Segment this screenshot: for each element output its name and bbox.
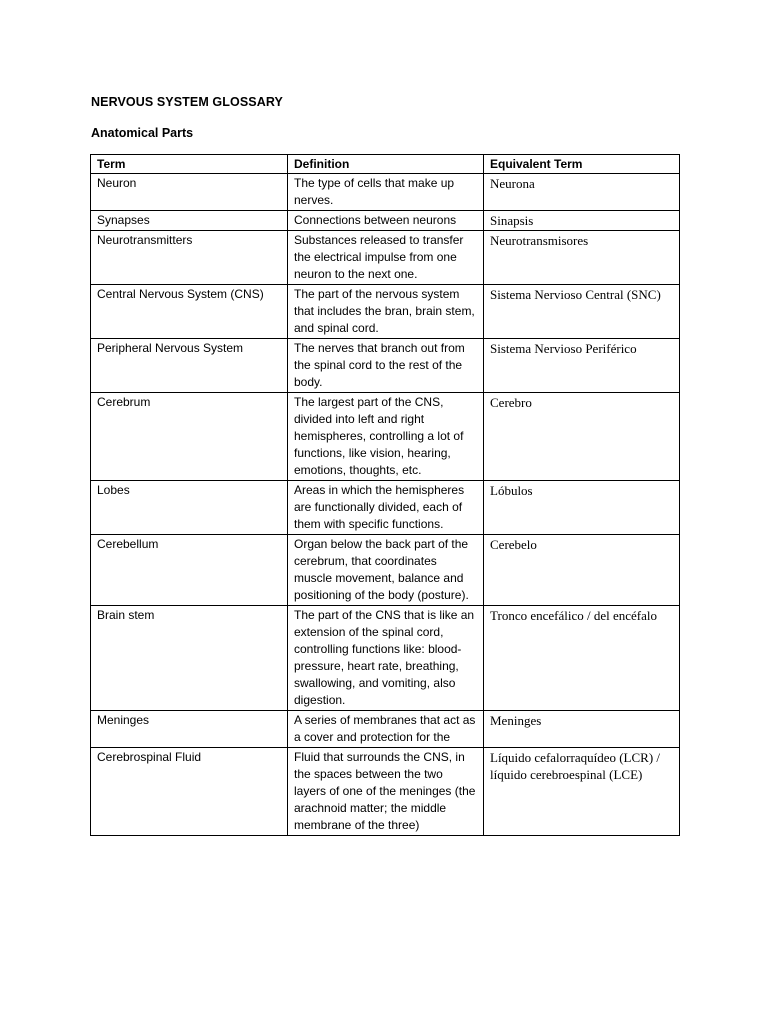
equivalent-cell: Neurotransmisores [484,231,680,285]
term-cell: Cerebellum [91,535,288,606]
table-row [91,339,680,393]
definition-cell: The type of cells that make up nerves. [288,174,484,211]
equivalent-cell: Neurona [484,174,680,211]
header-term: Term [91,155,288,174]
table-row [91,393,680,481]
term-cell: Cerebrospinal Fluid [91,748,288,836]
equivalent-cell: Sistema Nervioso Periférico [484,339,680,393]
term-cell: Synapses [91,211,288,231]
header-equivalent: Equivalent Term [484,155,680,174]
term-cell: Central Nervous System (CNS) [91,285,288,339]
term-cell: Peripheral Nervous System [91,339,288,393]
table-header-row [91,155,680,174]
term-cell: Neurotransmitters [91,231,288,285]
definition-cell: The part of the nervous system that includes the bran, brain stem, and spinal cord. [288,285,484,339]
equivalent-cell: Sistema Nervioso Central (SNC) [484,285,680,339]
document-title: NERVOUS SYSTEM GLOSSARY [91,95,283,109]
table-row [91,606,680,711]
term-cell: Lobes [91,481,288,535]
definition-cell: Areas in which the hemispheres are functionally divided, each of them with specific functions. [288,481,484,535]
definition-cell: Fluid that surrounds the CNS, in the spaces between the two layers of one of the meninges (the arachnoid matter; the middle membrane of the three) [288,748,484,836]
equivalent-cell: Meninges [484,711,680,748]
equivalent-cell: Tronco encefálico / del encéfalo [484,606,680,711]
term-cell: Brain stem [91,606,288,711]
definition-cell: Connections between neurons [288,211,484,231]
definition-cell: A series of membranes that act as a cover and protection for the [288,711,484,748]
table-row [91,535,680,606]
equivalent-cell: Cerebro [484,393,680,481]
equivalent-cell: Líquido cefalorraquídeo (LCR) / líquido cerebroespinal (LCE) [484,748,680,836]
table-row [91,748,680,836]
table-row [91,481,680,535]
term-cell: Neuron [91,174,288,211]
section-heading: Anatomical Parts [91,126,194,140]
term-cell: Cerebrum [91,393,288,481]
table-row [91,174,680,211]
definition-cell: The largest part of the CNS, divided into left and right hemispheres, controlling a lot of functions, like vision, hearing, emotions, thoughts, etc. [288,393,484,481]
table-row [91,285,680,339]
definition-cell: Organ below the back part of the cerebrum, that coordinates muscle movement, balance and positioning of the body (posture). [288,535,484,606]
table-row [91,231,680,285]
equivalent-cell: Cerebelo [484,535,680,606]
definition-cell: The nerves that branch out from the spinal cord to the rest of the body. [288,339,484,393]
definition-cell: Substances released to transfer the electrical impulse from one neuron to the next one. [288,231,484,285]
header-definition: Definition [288,155,484,174]
equivalent-cell: Lóbulos [484,481,680,535]
definition-cell: The part of the CNS that is like an extension of the spinal cord, controlling functions like: blood-pressure, heart rate, breathing, swallowing, and vomiting, also digestion. [288,606,484,711]
glossary-table [90,154,680,836]
table-row [91,211,680,231]
equivalent-cell: Sinapsis [484,211,680,231]
term-cell: Meninges [91,711,288,748]
table-row [91,711,680,748]
